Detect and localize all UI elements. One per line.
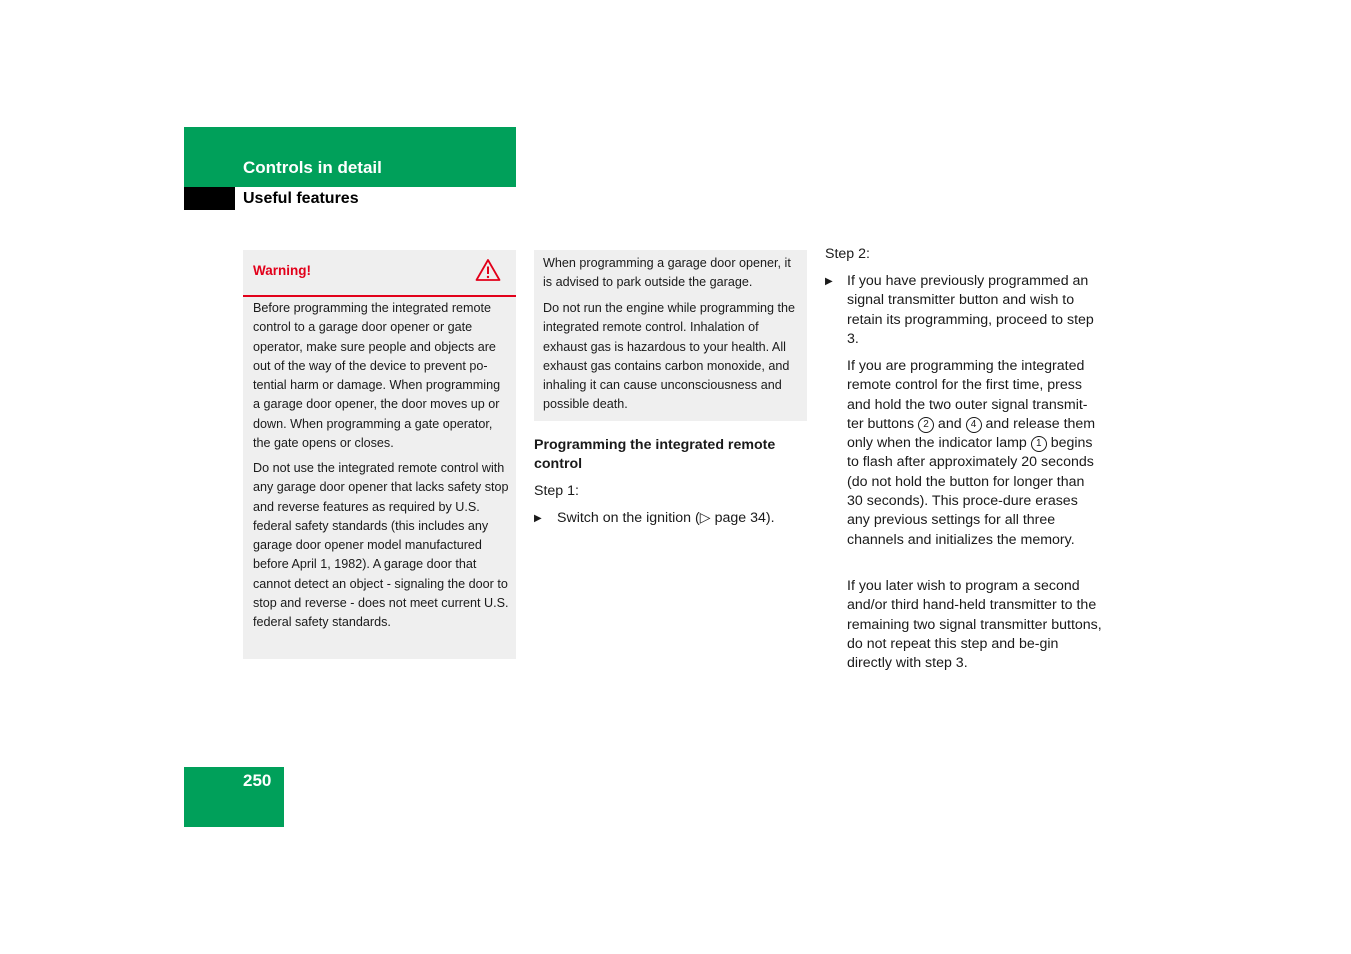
text-run: begins to flash after approximately 20 seconds (do not hold the button for longer than 30 seconds). This proce-dure erases any previous settings for all three channels and initializes the memory. <box>847 435 1094 548</box>
step-label: Step 1: <box>534 483 579 499</box>
step-instruction: If you have previously programmed an signal transmitter button and wish to retain its programming, proceed to step 3. <box>847 273 1094 347</box>
warning-paragraph: Before programming the integrated remote control to a garage door opener or gate operator, make sure people and objects are out of the way of the device to prevent po-tential harm or damage. When programming a garage door opener, the door moves up or down. When programming a gate operator, the gate opens or closes. <box>253 301 501 451</box>
text-run: and <box>933 415 966 432</box>
subsection-marker <box>184 187 235 210</box>
button-2-callout: 2 <box>918 417 934 433</box>
warning-box <box>243 250 516 659</box>
header-band <box>184 127 516 187</box>
warning-header <box>243 250 516 297</box>
step-paragraph: If you later wish to program a second and/or third hand-held transmitter to the remaining two signal transmitter buttons, do not repeat this step and be-gin directly with step 3. <box>847 578 1102 672</box>
bullet-arrow-icon: ▶ <box>534 513 542 524</box>
section-title: Controls in detail <box>243 158 382 177</box>
page-number: 250 <box>243 771 272 790</box>
section-heading: Programming the integrated remote control <box>534 437 776 473</box>
text-run: If you are programming the integrated remote control for the first time, press and hold the two outer signal transmit-ter buttons <box>847 358 1088 432</box>
indicator-lamp-callout: 1 <box>1031 436 1047 452</box>
note-paragraph: When programming a garage door opener, it is advised to park outside the garage. <box>543 256 791 290</box>
step-label: Step 2: <box>825 246 870 262</box>
button-4-callout: 4 <box>966 417 982 433</box>
warning-triangle-icon <box>475 258 501 282</box>
warning-paragraph: Do not use the integrated remote control with any garage door opener that lacks safety stop and reverse features as required by U.S. federal safety standards (this includes any garage door opener model manufactured before April 1, 1982). A garage door that cannot detect an object - signaling the door to stop and reverse - does not meet current U.S. federal safety standards. <box>253 461 509 630</box>
note-paragraph: Do not run the engine while programming the integrated remote control. Inhalation of exhaust gas is hazardous to your health. All exhaust gas contains carbon monoxide, and inhaling it can cause unconsciousness and possible death. <box>543 301 796 412</box>
warning-label: Warning! <box>253 263 311 278</box>
step-instruction: Switch on the ignition (▷ page 34). <box>557 510 775 526</box>
step-paragraph <box>847 357 1102 550</box>
subsection-title: Useful features <box>243 190 359 207</box>
note-box <box>534 250 807 421</box>
text-run: and release them only when the indicator lamp <box>847 415 1096 452</box>
bullet-arrow-icon: ▶ <box>825 276 833 287</box>
